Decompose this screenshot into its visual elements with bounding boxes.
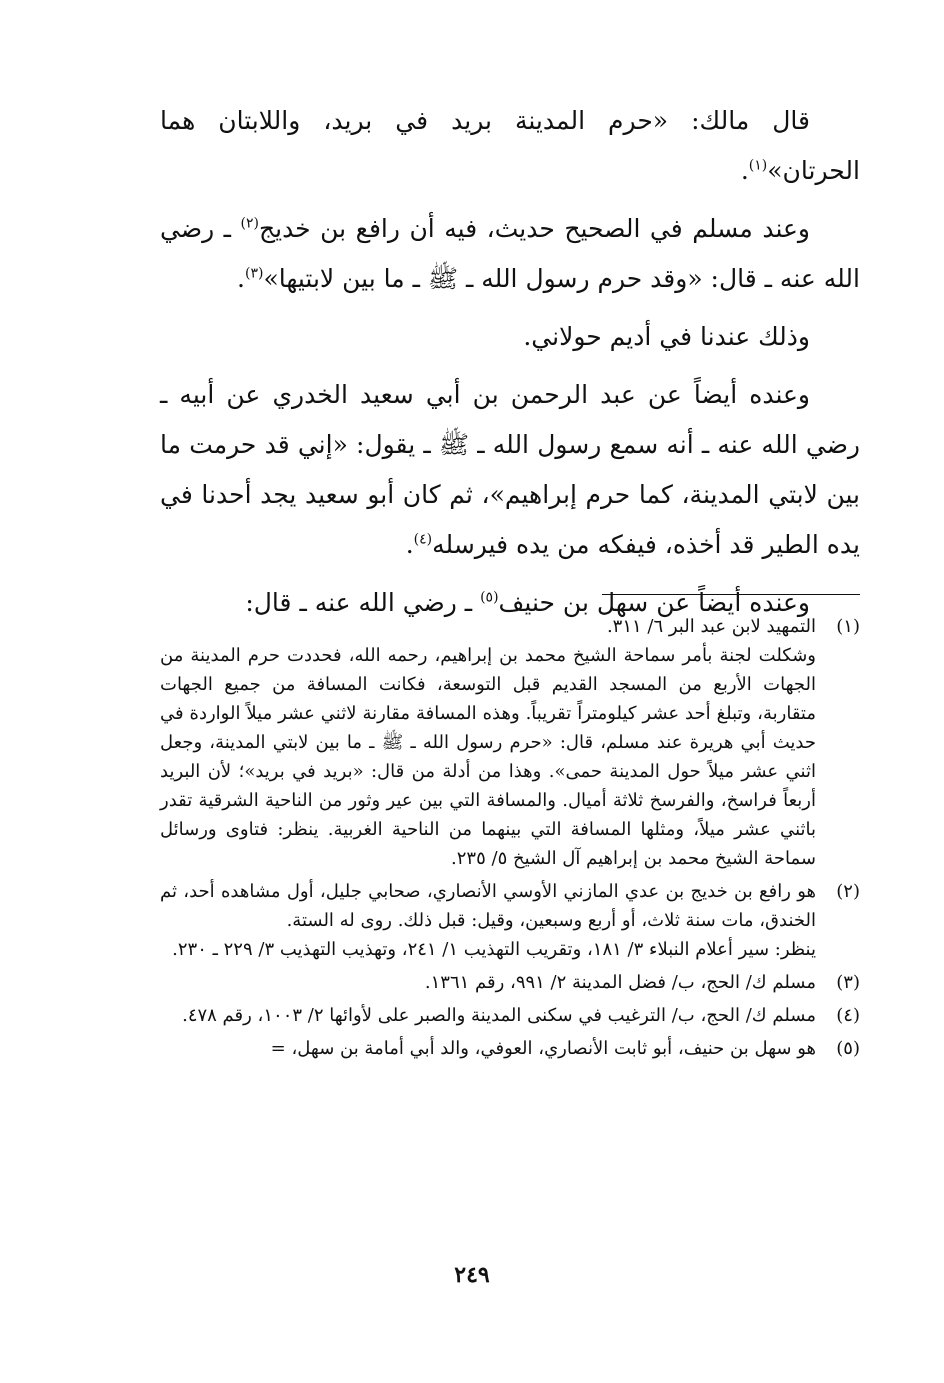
footnote-line: التمهيد لابن عبد البر ٦/ ٣١١. xyxy=(606,616,816,637)
footnote-1 xyxy=(160,612,860,873)
footnote-separator xyxy=(602,594,860,595)
footnotes xyxy=(160,612,860,1067)
footnote-ref-5[interactable]: (٥) xyxy=(480,589,499,606)
footnote-ref-4[interactable]: (٤) xyxy=(413,531,433,548)
footnote-number: (٤) xyxy=(836,1005,860,1026)
paragraph-3-text: وذلك عندنا في أديم حولاني. xyxy=(523,322,810,351)
footnote-line: مسلم ك/ الحج، ب/ فضل المدينة ٢/ ٩٩١، رقم ١٣٦١. xyxy=(424,972,816,993)
footnote-line: هو رافع بن خديج بن عدي المازني الأوسي الأنصاري، صحابي جليل، أول مشاهده أحد، ثم الخندق، مات سنة ثلاث، أو أربع وسبعين، وقيل: قبل ذلك. روى له الستة. xyxy=(160,881,816,931)
paragraph-4-text: وعنده أيضاً عن عبد الرحمن بن أبي سعيد الخدري عن أبيه ـ رضي الله عنه ـ أنه سمع رسول الله ـ ﷺ ـ يقول: «إني قد حرمت ما بين لابتي المدينة، كما حرم إبراهيم»، ثم كان أبو سعيد يجد أحدنا في يده الطير قد أخذه، فيفكه من يده فيرسله xyxy=(160,380,860,559)
footnote-number: (٣) xyxy=(836,972,860,993)
footnote-line: هو سهل بن حنيف، أبو ثابت الأنصاري، العوفي، والد أبي أمامة بن سهل، = xyxy=(270,1038,816,1059)
paragraph-2 xyxy=(160,204,860,304)
footnote-number: (٢) xyxy=(836,881,860,902)
paragraph-2-end: . xyxy=(237,264,245,293)
page-number: ٢٤٩ xyxy=(454,1262,490,1288)
footnote-number: (١) xyxy=(836,616,860,637)
paragraph-2-text-a: وعند مسلم في الصحيح حديث، فيه أن رافع بن خديج xyxy=(258,214,810,243)
main-text xyxy=(160,96,860,636)
footnote-line: ينظر: سير أعلام النبلاء ٣/ ١٨١، وتقريب التهذيب ١/ ٢٤١، وتهذيب التهذيب ٣/ ٢٢٩ ـ ٢٣٠. xyxy=(172,939,816,960)
footnote-3 xyxy=(160,968,860,997)
paragraph-2-text-b: ـ رضي الله عنه ـ قال: «وقد حرم رسول الله ـ ﷺ ـ ما بين لابتيها» xyxy=(160,214,860,293)
footnote-line: وشكلت لجنة بأمر سماحة الشيخ محمد بن إبراهيم، رحمه الله، فحددت حرم المدينة من الجهات الأربع من المسجد القديم قبل التوسعة، فكانت المسافة من جميع الجهات متقاربة، وتبلغ أحد عشر كيلومتراً تقريباً. وهذه المسافة مقارنة لاثني عشر ميلاً الواردة في حديث أبي هريرة عند مسلم، قال: «حرم رسول الله ـ ﷺ ـ ما بين لابتي المدينة، وجعل اثني عشر ميلاً حول المدينة حمى». وهذا من أدلة من قال: «بريد في بريد»؛ لأن البريد أربعاً فراسخ، والفرسخ ثلاثة أميال. والمسافة التي بين عير وثور من الناحية الشرقية تقدر باثني عشر ميلاً، ومثلها المسافة التي بينهما من الناحية الغربية. ينظر: فتاوى ورسائل سماحة الشيخ محمد بن إبراهيم آل الشيخ ٥/ ٢٣٥. xyxy=(160,645,816,869)
paragraph-5-text-b: ـ رضي الله عنه ـ قال: xyxy=(245,588,481,617)
paragraph-3 xyxy=(160,312,860,362)
footnote-line: مسلم ك/ الحج، ب/ الترغيب في سكنى المدينة والصبر على لأوائها ٢/ ١٠٠٣، رقم ٤٧٨. xyxy=(182,1005,816,1026)
footnote-2 xyxy=(160,877,860,964)
footnote-ref-2[interactable]: (٢) xyxy=(240,215,259,232)
footnote-5 xyxy=(160,1034,860,1063)
paragraph-4 xyxy=(160,370,860,570)
footnote-ref-1[interactable]: (١) xyxy=(748,157,768,174)
paragraph-4-end: . xyxy=(405,530,414,559)
paragraph-1-text: قال مالك: «حرم المدينة بريد في بريد، واللابتان هما الحرتان» xyxy=(160,106,860,185)
footnote-ref-3[interactable]: (٣) xyxy=(244,265,264,282)
paragraph-1-end: . xyxy=(740,156,749,185)
paragraph-5-text-a: وعنده أيضاً عن سهل بن حنيف xyxy=(498,588,810,617)
paragraph-1 xyxy=(160,96,860,196)
footnote-number: (٥) xyxy=(836,1038,860,1059)
footnote-4 xyxy=(160,1001,860,1030)
